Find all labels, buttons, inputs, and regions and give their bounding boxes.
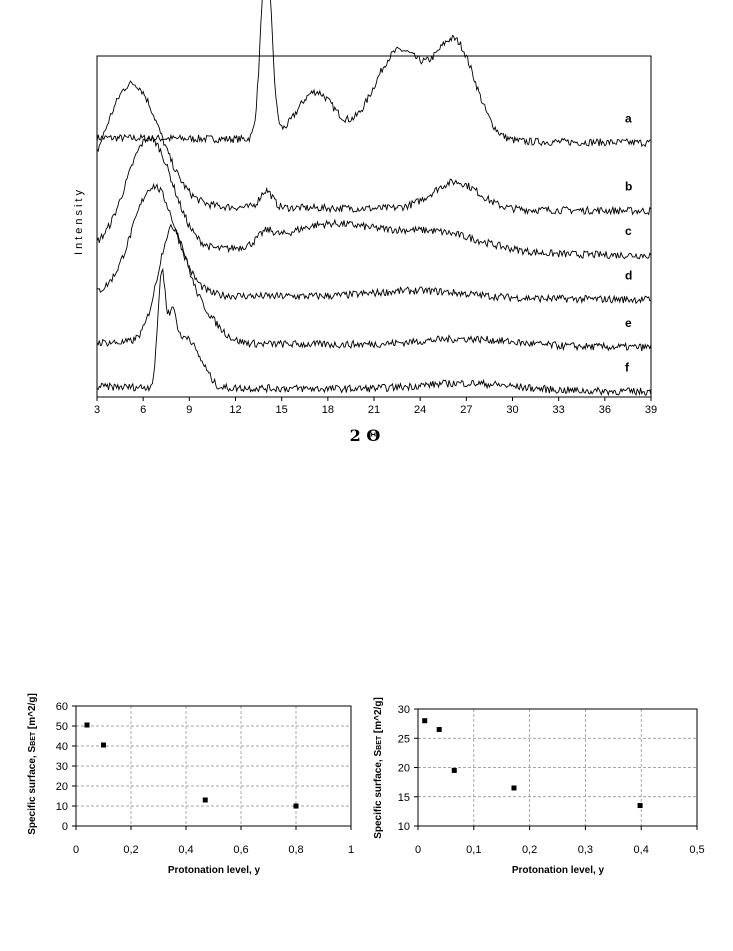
scatter-1-point bbox=[294, 804, 299, 809]
scatter-1-x-tick-label: 0,4 bbox=[178, 844, 194, 856]
xrd-x-tick-label: 21 bbox=[367, 404, 381, 416]
xrd-x-tick-label: 12 bbox=[229, 404, 242, 416]
scatter-chart-2 bbox=[373, 697, 705, 876]
xrd-x-tick-label: 39 bbox=[644, 404, 658, 416]
scatter-2-y-tick-label: 10 bbox=[397, 821, 410, 833]
scatter-1-point bbox=[101, 743, 106, 748]
xrd-x-tick-label: 15 bbox=[275, 404, 288, 416]
xrd-x-tick-label: 33 bbox=[552, 404, 565, 416]
scatter-2-y-tick-label: 25 bbox=[397, 733, 410, 746]
scatter-1-y-axis-label: Specific surface, SBET [m^2/g] bbox=[27, 693, 38, 835]
xrd-y-axis-label: Intensity bbox=[73, 187, 85, 255]
scatter-1-x-tick-label: 0,6 bbox=[233, 844, 249, 856]
scatter-2-points bbox=[422, 718, 642, 808]
scatter-1-x-tick-label: 0,8 bbox=[288, 844, 304, 856]
xrd-curve-label-d: d bbox=[625, 268, 633, 283]
scatter-1-x-axis-label: Protonation level, y bbox=[167, 865, 261, 876]
xrd-curve-label-f: f bbox=[625, 360, 629, 375]
scatter-1-y-tick-label: 20 bbox=[55, 781, 68, 793]
scatter-2-x-tick-label: 0,2 bbox=[521, 844, 538, 856]
xrd-x-ticks bbox=[94, 397, 657, 416]
xrd-trace-b bbox=[97, 81, 651, 214]
scatter-2-x-tick-label: 0,1 bbox=[466, 844, 482, 856]
scatter-1-ticks bbox=[56, 701, 354, 856]
scatter-1-y-tick-label: 30 bbox=[55, 761, 68, 773]
scatter-2-x-axis-label: Protonation level, y bbox=[511, 865, 605, 876]
scatter-1-y-tick-label: 10 bbox=[55, 801, 68, 813]
scatter-1-y-tick-label: 40 bbox=[55, 741, 68, 753]
xrd-x-tick-label: 30 bbox=[506, 404, 519, 416]
xrd-x-tick-label: 3 bbox=[93, 404, 101, 416]
scatter-2-point bbox=[452, 768, 457, 773]
scatter-2-y-tick-label: 30 bbox=[397, 704, 410, 716]
scatter-1-point bbox=[85, 723, 90, 728]
xrd-x-tick-label: 24 bbox=[414, 404, 427, 416]
scatter-2-x-tick-label: 0,3 bbox=[577, 844, 594, 856]
scatter-1-point bbox=[203, 798, 208, 803]
xrd-x-tick-label: 36 bbox=[598, 404, 611, 416]
scatter-2-point bbox=[422, 718, 427, 723]
scatter-2-point bbox=[511, 785, 516, 790]
xrd-x-axis-label: 2 Θ bbox=[349, 426, 381, 445]
xrd-x-tick-label: 9 bbox=[186, 404, 193, 416]
scatter-chart-1 bbox=[27, 693, 354, 876]
xrd-curve-labels bbox=[625, 111, 632, 374]
xrd-x-tick-label: 6 bbox=[140, 404, 147, 416]
scatter-1-points bbox=[85, 723, 299, 809]
scatter-2-x-tick-label: 0,5 bbox=[689, 844, 705, 856]
scatter-2-y-tick-label: 20 bbox=[397, 762, 410, 775]
xrd-curve-label-a: a bbox=[625, 111, 632, 126]
xrd-x-tick-label: 27 bbox=[460, 404, 473, 416]
xrd-x-tick-label: 18 bbox=[321, 404, 334, 416]
xrd-curve-label-b: b bbox=[625, 179, 633, 194]
scatter-2-point bbox=[638, 803, 643, 808]
scatter-1-y-tick-label: 0 bbox=[61, 821, 68, 833]
scatter-2-x-tick-label: 0 bbox=[414, 844, 422, 856]
scatter-1-y-tick-label: 50 bbox=[55, 721, 68, 733]
xrd-chart bbox=[73, 0, 657, 445]
xrd-traces bbox=[97, 0, 651, 395]
scatter-1-grid bbox=[76, 706, 351, 826]
xrd-trace-c bbox=[97, 136, 651, 259]
xrd-trace-f bbox=[97, 269, 651, 395]
scatter-2-grid bbox=[418, 709, 697, 826]
scatter-2-point bbox=[437, 727, 442, 732]
scatter-1-x-tick-label: 0 bbox=[72, 844, 80, 856]
xrd-curve-label-c: c bbox=[625, 224, 632, 239]
scatter-2-y-axis-label: Specific surface, SBET [m^2/g] bbox=[373, 697, 384, 839]
scatter-1-y-tick-label: 60 bbox=[55, 701, 68, 713]
scatter-2-ticks bbox=[398, 704, 705, 856]
scatter-1-x-tick-label: 1 bbox=[347, 844, 355, 856]
xrd-curve-label-e: e bbox=[625, 316, 632, 331]
scatter-2-y-tick-label: 15 bbox=[397, 791, 410, 804]
xrd-trace-a bbox=[97, 0, 651, 146]
scatter-1-x-tick-label: 0,2 bbox=[123, 844, 139, 856]
scatter-2-x-tick-label: 0,4 bbox=[633, 844, 649, 856]
